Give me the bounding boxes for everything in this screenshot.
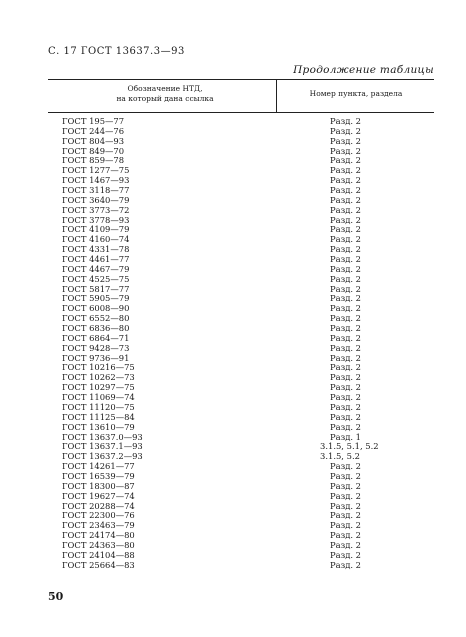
clause-reference: Разд. 2 [330, 490, 362, 501]
document-designation: ГОСТ 4461—77 [62, 254, 130, 265]
document-designation: ГОСТ 16539—79 [62, 470, 135, 481]
document-designation: ГОСТ 859—78 [62, 155, 125, 166]
clause-reference: Разд. 2 [330, 411, 362, 422]
document-designation: ГОСТ 24363—80 [62, 539, 135, 550]
clause-reference: Разд. 2 [330, 559, 362, 570]
document-designation: ГОСТ 13610—79 [62, 421, 135, 432]
clause-reference: Разд. 2 [330, 116, 362, 126]
table-body [0, 117, 466, 571]
document-designation: ГОСТ 3118—77 [62, 185, 130, 196]
document-designation: ГОСТ 14261—77 [62, 461, 135, 472]
column-header-document [60, 84, 270, 104]
clause-reference: Разд. 2 [330, 421, 362, 432]
clause-reference: Разд. 2 [330, 362, 362, 373]
clause-reference: 3.1.5, 5.1, 5.2 [320, 441, 379, 452]
document-designation: ГОСТ 4109—79 [62, 224, 130, 235]
document-designation: ГОСТ 5905—79 [62, 293, 130, 304]
document-designation: ГОСТ 4331—78 [62, 244, 130, 255]
clause-reference: Разд. 2 [330, 303, 362, 314]
clause-reference: Разд. 2 [330, 530, 362, 541]
clause-reference: Разд. 2 [330, 382, 362, 393]
document-designation: ГОСТ 22300—76 [62, 510, 135, 521]
document-designation: ГОСТ 6008—90 [62, 303, 130, 314]
document-designation: ГОСТ 4160—74 [62, 234, 130, 245]
clause-reference: Разд. 2 [330, 500, 362, 511]
clause-reference: Разд. 2 [330, 185, 362, 196]
clause-reference: Разд. 2 [330, 283, 362, 294]
clause-reference: Разд. 2 [330, 224, 362, 235]
clause-reference: Разд. 2 [330, 254, 362, 265]
clause-reference: Разд. 2 [330, 234, 362, 245]
document-designation: ГОСТ 24174—80 [62, 530, 135, 541]
clause-reference: Разд. 2 [330, 372, 362, 383]
clause-reference: Разд. 2 [330, 273, 362, 284]
document-designation: ГОСТ 11125—84 [62, 411, 135, 422]
clause-reference: Разд. 2 [330, 155, 362, 166]
document-designation: ГОСТ 6864—71 [62, 332, 130, 343]
document-designation: ГОСТ 3778—93 [62, 214, 130, 225]
clause-reference: Разд. 2 [330, 401, 362, 412]
document-designation: ГОСТ 195—77 [62, 116, 125, 126]
clause-reference: Разд. 2 [330, 145, 362, 156]
document-designation: ГОСТ 11069—74 [62, 392, 135, 403]
document-designation: ГОСТ 6836—80 [62, 323, 130, 334]
document-designation: ГОСТ 849—70 [62, 145, 125, 156]
table-top-rule [48, 79, 434, 80]
document-designation: ГОСТ 23463—79 [62, 520, 135, 531]
clause-reference: Разд. 2 [330, 342, 362, 353]
clause-reference: Разд. 2 [330, 293, 362, 304]
clause-reference: Разд. 2 [330, 352, 362, 363]
document-designation: ГОСТ 4467—79 [62, 263, 130, 274]
document-designation: ГОСТ 6552—80 [62, 313, 130, 324]
table-header-rule [48, 112, 434, 113]
document-designation: ГОСТ 5817—77 [62, 283, 130, 294]
document-designation: ГОСТ 10297—75 [62, 382, 135, 393]
clause-reference: Разд. 2 [330, 549, 362, 560]
clause-reference: Разд. 2 [330, 470, 362, 481]
clause-reference: Разд. 2 [330, 539, 362, 550]
document-designation: ГОСТ 1277—75 [62, 165, 130, 176]
clause-reference: Разд. 2 [330, 510, 362, 521]
page-number: 50 [48, 590, 64, 603]
clause-reference: 3.1.5, 5.2 [320, 451, 360, 462]
document-designation: ГОСТ 13637.1—93 [62, 441, 143, 452]
document-designation: ГОСТ 11120—75 [62, 401, 135, 412]
document-designation: ГОСТ 24104—88 [62, 549, 135, 560]
clause-reference: Разд. 2 [330, 165, 362, 176]
clause-reference: Разд. 2 [330, 392, 362, 403]
clause-reference: Разд. 1 [330, 431, 362, 442]
document-designation: ГОСТ 804—93 [62, 135, 125, 146]
clause-reference: Разд. 2 [330, 461, 362, 472]
document-designation: ГОСТ 3773—72 [62, 204, 130, 215]
clause-reference: Разд. 2 [330, 214, 362, 225]
clause-reference: Разд. 2 [330, 520, 362, 531]
clause-reference: Разд. 2 [330, 244, 362, 255]
table-row [0, 561, 466, 571]
column-header-document-line2: на который дана ссылка [116, 94, 214, 103]
clause-reference: Разд. 2 [330, 135, 362, 146]
clause-reference: Разд. 2 [330, 175, 362, 186]
table-continuation-label: Продолжение таблицы [293, 64, 434, 76]
clause-reference: Разд. 2 [330, 263, 362, 274]
document-designation: ГОСТ 13637.0—93 [62, 431, 143, 442]
document-designation: ГОСТ 13637.2—93 [62, 451, 143, 462]
clause-reference: Разд. 2 [330, 323, 362, 334]
page-header: С. 17 ГОСТ 13637.3—93 [48, 46, 185, 57]
document-designation: ГОСТ 3640—79 [62, 194, 130, 205]
document-designation: ГОСТ 1467—93 [62, 175, 130, 186]
clause-reference: Разд. 2 [330, 332, 362, 343]
document-designation: ГОСТ 18300—87 [62, 480, 135, 491]
document-designation: ГОСТ 20288—74 [62, 500, 135, 511]
column-header-document-line1: Обозначение НТД, [127, 84, 203, 93]
document-designation: ГОСТ 4525—75 [62, 273, 130, 284]
document-designation: ГОСТ 10216—75 [62, 362, 135, 373]
document-designation: ГОСТ 9736—91 [62, 352, 130, 363]
clause-reference: Разд. 2 [330, 204, 362, 215]
clause-reference: Разд. 2 [330, 313, 362, 324]
table-column-divider [276, 79, 277, 112]
clause-reference: Разд. 2 [330, 125, 362, 136]
document-designation: ГОСТ 244—76 [62, 125, 125, 136]
document-designation: ГОСТ 19627—74 [62, 490, 135, 501]
column-header-clause: Номер пункта, раздела [309, 89, 403, 98]
clause-reference: Разд. 2 [330, 480, 362, 491]
document-designation: ГОСТ 25664—83 [62, 559, 135, 570]
document-designation: ГОСТ 9428—73 [62, 342, 130, 353]
clause-reference: Разд. 2 [330, 194, 362, 205]
document-designation: ГОСТ 10262—73 [62, 372, 135, 383]
